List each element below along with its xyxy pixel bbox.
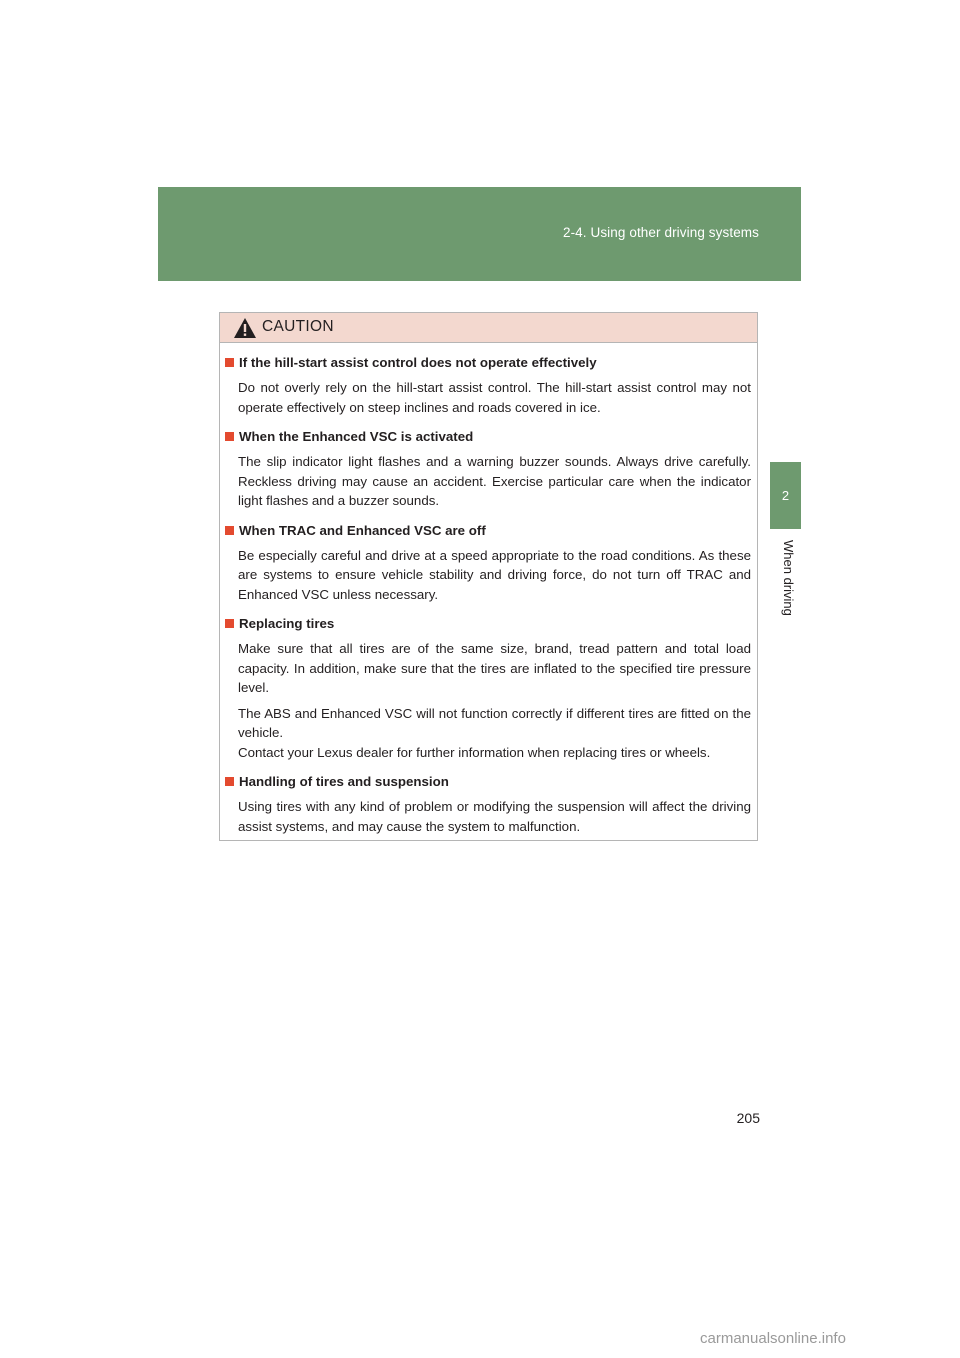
section-title: 2-4. Using other driving systems: [562, 225, 759, 240]
watermark: carmanualsonline.info: [700, 1330, 846, 1347]
caution-label: CAUTION: [262, 318, 334, 335]
caution-item-title: Handling of tires and suspension: [225, 772, 751, 791]
caution-item-title: Replacing tires: [225, 614, 751, 633]
chapter-tab-label: When driving: [781, 540, 796, 616]
caution-paragraph: Using tires with any kind of problem or modifying the suspension will affect the driving assist systems, and may cause the system to malfunction.: [238, 799, 751, 834]
caution-header: [220, 313, 757, 343]
caution-paragraph: Do not overly rely on the hill-start assist control. The hill-start assist control may not operate effectively on steep inclines and roads covered in ice.: [238, 380, 751, 415]
warning-triangle-icon: [233, 317, 257, 339]
square-bullet-icon: [225, 619, 234, 628]
caution-item-title: If the hill-start assist control does not operate effectively: [225, 353, 751, 372]
caution-paragraph: The slip indicator light flashes and a warning buzzer sounds. Always drive carefully. Reckless driving may cause an accident. Exercise particular care when the indicator light flashes and a buzzer sounds.: [238, 454, 751, 508]
caution-paragraph: Contact your Lexus dealer for further information when replacing tires or wheels.: [238, 744, 711, 760]
caution-paragraph: Be especially careful and drive at a speed appropriate to the road conditions. As these are systems to ensure vehicle stability and driving force, do not turn off TRAC and Enhanced VSC unless necessary.: [238, 547, 751, 602]
caution-item-title: When TRAC and Enhanced VSC are off: [225, 521, 751, 540]
caution-item-title: When the Enhanced VSC is activated: [225, 427, 751, 446]
caution-paragraph: Make sure that all tires are of the same size, brand, tread pattern and total load capacity. In addition, make sure that the tires are inflated to the specified tire pressure level.: [238, 641, 751, 695]
square-bullet-icon: [225, 358, 234, 367]
caution-paragraph: The ABS and Enhanced VSC will not function correctly if different tires are fitted on the vehicle.: [238, 705, 751, 740]
caution-box: [219, 312, 758, 841]
section-header-band: [158, 187, 801, 281]
caution-body: [220, 343, 757, 836]
page-number: 205: [736, 1110, 760, 1126]
square-bullet-icon: [225, 777, 234, 786]
chapter-tab-number: 2: [770, 462, 801, 529]
square-bullet-icon: [225, 432, 234, 441]
square-bullet-icon: [225, 526, 234, 535]
